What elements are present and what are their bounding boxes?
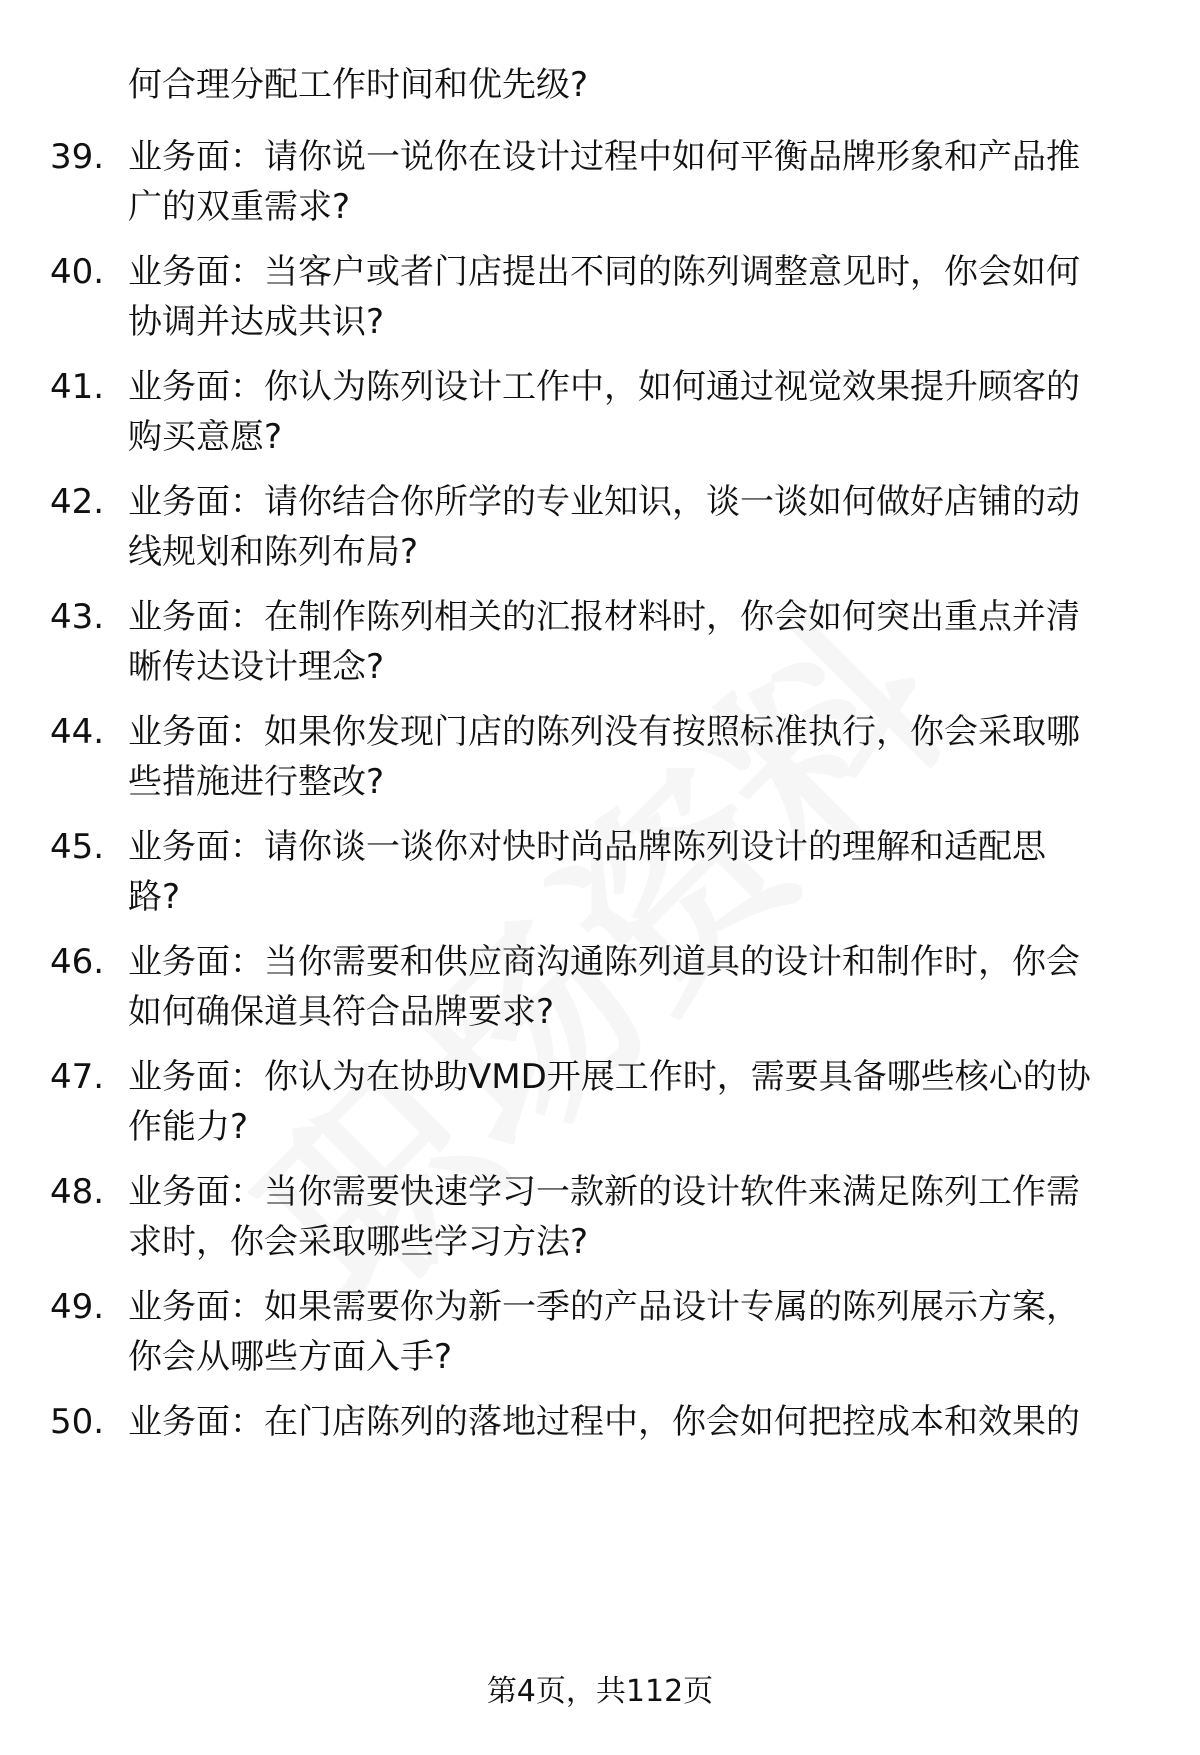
question-text [128, 1397, 1158, 1447]
question-line: 业务面：在门店陈列的落地过程中，你会如何把控成本和效果的 [128, 1402, 1080, 1442]
question-line: 业务面：请你结合你所学的专业知识，谈一谈如何做好店铺的动 [128, 482, 1080, 522]
question-line: 业务面：请你说一说你在设计过程中如何平衡品牌形象和产品推 [128, 137, 1080, 177]
question-line: 业务面：你认为陈列设计工作中，如何通过视觉效果提升顾客的 [128, 367, 1080, 407]
question-text [128, 707, 1158, 807]
question-number: 43. [50, 597, 105, 637]
question-line: 业务面：当你需要和供应商沟通陈列道具的设计和制作时，你会 [128, 942, 1080, 982]
question-line: 业务面：如果需要你为新一季的产品设计专属的陈列展示方案， [128, 1287, 1080, 1327]
question-line: 业务面：你认为在协助VMD开展工作时，需要具备哪些核心的协 [128, 1057, 1091, 1097]
question-text [128, 937, 1158, 1037]
question-line: 求时，你会采取哪些学习方法? [128, 1222, 589, 1262]
question-line: 路? [128, 877, 181, 917]
question-number: 44. [50, 712, 105, 752]
question-text [128, 1052, 1158, 1152]
question-number: 49. [50, 1287, 105, 1327]
question-line: 协调并达成共识? [128, 302, 385, 342]
page-footer: 第4页，共112页 [486, 1674, 714, 1709]
question-line: 业务面：当客户或者门店提出不同的陈列调整意见时，你会如何 [128, 252, 1080, 292]
question-line: 如何确保道具符合品牌要求? [128, 992, 555, 1032]
question-number: 50. [50, 1402, 105, 1442]
continued-question-text: 何合理分配工作时间和优先级? [128, 65, 589, 105]
question-text [128, 477, 1158, 577]
question-line: 业务面：请你谈一谈你对快时尚品牌陈列设计的理解和适配思 [128, 827, 1046, 867]
question-number: 46. [50, 942, 105, 982]
question-line: 作能力? [128, 1107, 249, 1147]
question-line: 业务面：在制作陈列相关的汇报材料时，你会如何突出重点并清 [128, 597, 1080, 637]
question-line: 业务面：当你需要快速学习一款新的设计软件来满足陈列工作需 [128, 1172, 1080, 1212]
question-line: 线规划和陈列布局? [128, 532, 419, 572]
question-text [128, 1167, 1158, 1267]
question-line: 广的双重需求? [128, 187, 351, 227]
question-line: 些措施进行整改? [128, 762, 385, 802]
question-text [128, 822, 1158, 922]
question-text [128, 362, 1158, 462]
question-line: 晰传达设计理念? [128, 647, 385, 687]
question-number: 48. [50, 1172, 105, 1212]
question-text [128, 592, 1158, 692]
question-number: 42. [50, 482, 105, 522]
question-number: 41. [50, 367, 105, 407]
question-line: 业务面：如果你发现门店的陈列没有按照标准执行，你会采取哪 [128, 712, 1080, 752]
question-number: 45. [50, 827, 105, 867]
question-line: 购买意愿? [128, 417, 283, 457]
question-text [128, 132, 1158, 232]
question-text [128, 1282, 1158, 1382]
question-text [128, 247, 1158, 347]
question-number: 40. [50, 252, 105, 292]
question-number: 39. [50, 137, 105, 177]
question-line: 你会从哪些方面入手? [128, 1337, 453, 1377]
question-number: 47. [50, 1057, 105, 1097]
